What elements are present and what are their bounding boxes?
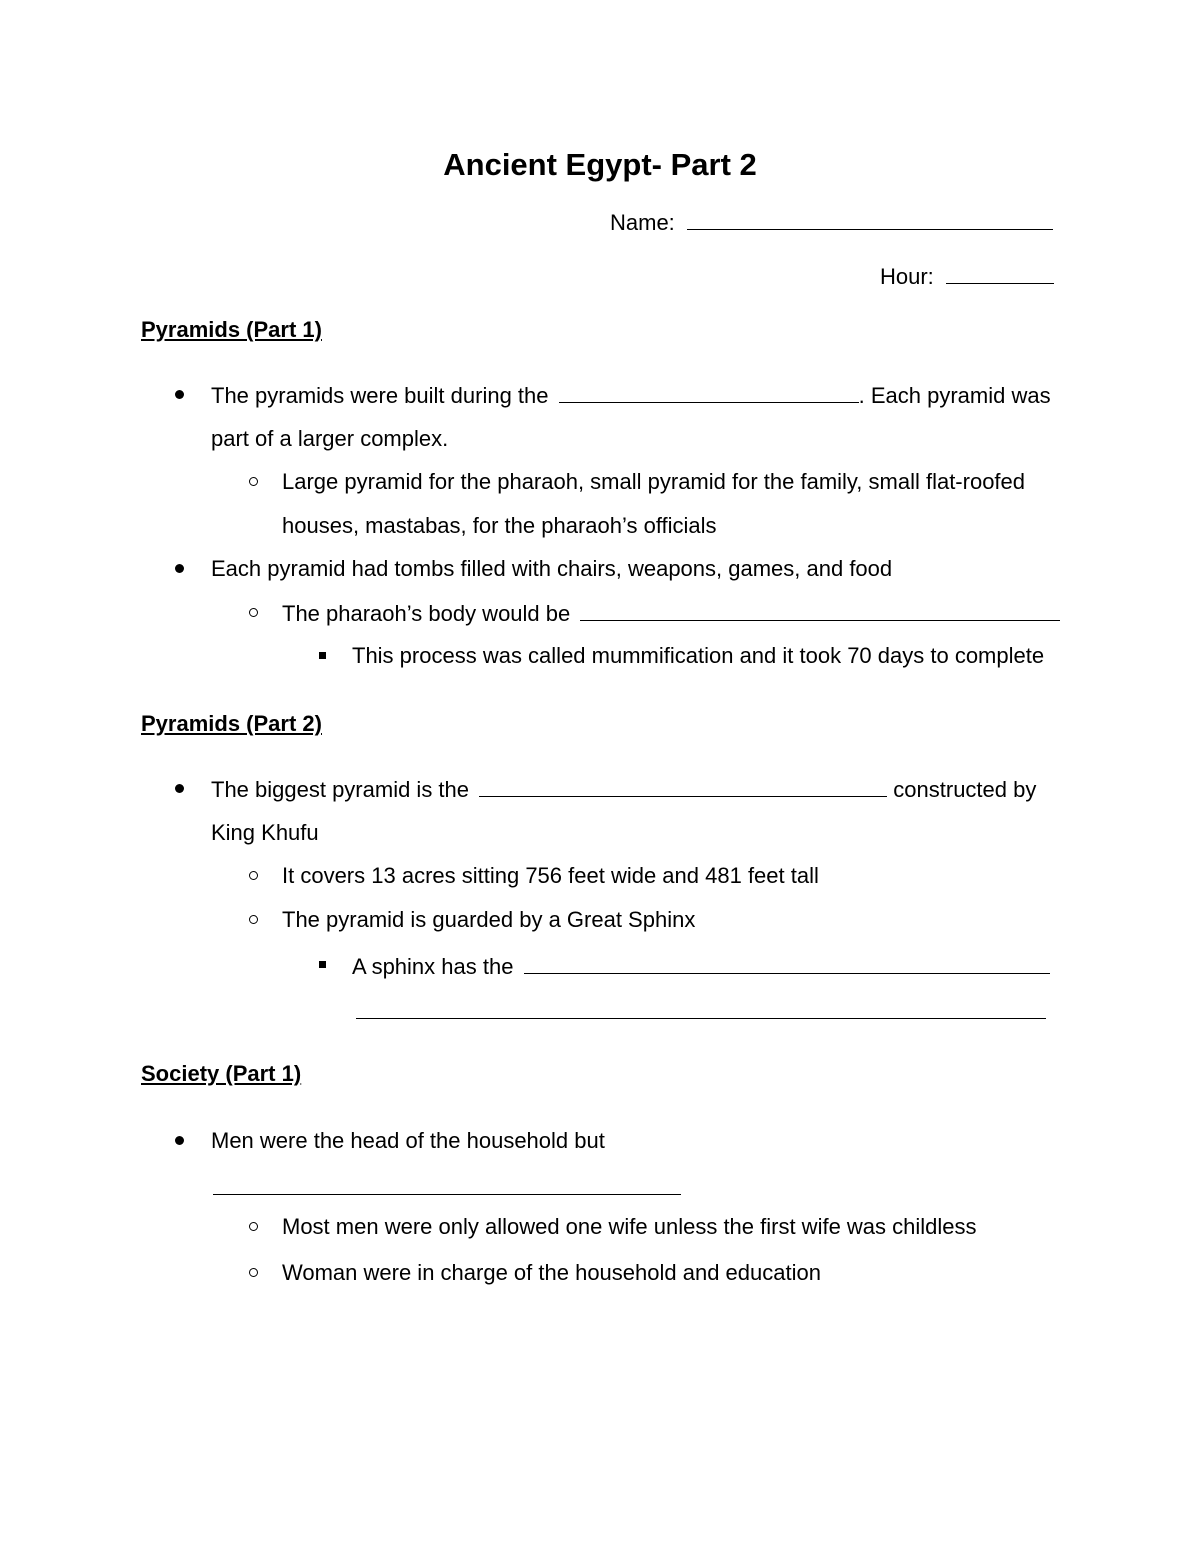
answer-blank-period[interactable] <box>559 384 859 403</box>
bullet-circle-icon <box>249 477 258 486</box>
bullet-circle-icon <box>249 915 258 924</box>
name-blank[interactable] <box>687 211 1053 230</box>
sub-list-item: Most men were only allowed one wife unless the first wife was childless <box>282 1214 977 1239</box>
list-item-continuation: King Khufu <box>211 820 319 845</box>
sub-sub-list-item: This process was called mummification and it took 70 days to complete <box>352 643 1045 668</box>
bullet-circle-icon <box>249 1268 258 1277</box>
sub-list-item: Large pyramid for the pharaoh, small pyramid for the family, small flat-roofed <box>282 469 1026 494</box>
list-item: Men were the head of the household but <box>211 1128 605 1153</box>
answer-blank-body[interactable] <box>580 602 1060 621</box>
bullet-circle-icon <box>249 871 258 880</box>
bullet-disc-icon <box>175 564 184 573</box>
bullet-circle-icon <box>249 1222 258 1231</box>
hour-blank[interactable] <box>946 265 1054 284</box>
answer-blank-biggest-pyramid[interactable] <box>479 778 887 797</box>
sub-list-item-continuation: houses, mastabas, for the pharaoh’s officials <box>282 513 717 538</box>
answer-blank-household[interactable] <box>213 1176 681 1199</box>
list-item-continuation: part of a larger complex. <box>211 426 449 451</box>
section-heading-pyramids-part-1: Pyramids (Part 1) <box>141 317 322 342</box>
sub-list-item: Woman were in charge of the household and education <box>282 1260 821 1285</box>
answer-blank-sphinx[interactable] <box>524 955 1050 974</box>
page-title: Ancient Egypt- Part 2 <box>443 147 757 182</box>
bullet-disc-icon <box>175 390 184 399</box>
sub-list-item: The pharaoh’s body would be <box>282 602 1060 625</box>
bullet-disc-icon <box>175 784 184 793</box>
bullet-circle-icon <box>249 608 258 617</box>
hour-field <box>880 265 1054 288</box>
sub-list-item: It covers 13 acres sitting 756 feet wide and 481 feet tall <box>282 863 819 888</box>
list-item: The pyramids were built during the . Each pyramid was <box>211 383 1051 408</box>
list-item: The biggest pyramid is the constructed by <box>211 777 1037 802</box>
bullet-square-icon <box>319 961 326 968</box>
name-label: Name: <box>610 210 675 235</box>
list-item: Each pyramid had tombs filled with chairs, weapons, games, and food <box>211 556 893 581</box>
sub-sub-list-item: A sphinx has the <box>352 955 1050 978</box>
name-field <box>610 211 1053 234</box>
sub-list-item: The pyramid is guarded by a Great Sphinx <box>282 907 696 932</box>
hour-label: Hour: <box>880 264 934 289</box>
answer-blank-sphinx-line-2[interactable] <box>356 1000 1046 1023</box>
bullet-square-icon <box>319 652 326 659</box>
section-heading-society-part-1: Society (Part 1) <box>141 1061 302 1086</box>
section-heading-pyramids-part-2: Pyramids (Part 2) <box>141 711 322 736</box>
bullet-disc-icon <box>175 1136 184 1145</box>
